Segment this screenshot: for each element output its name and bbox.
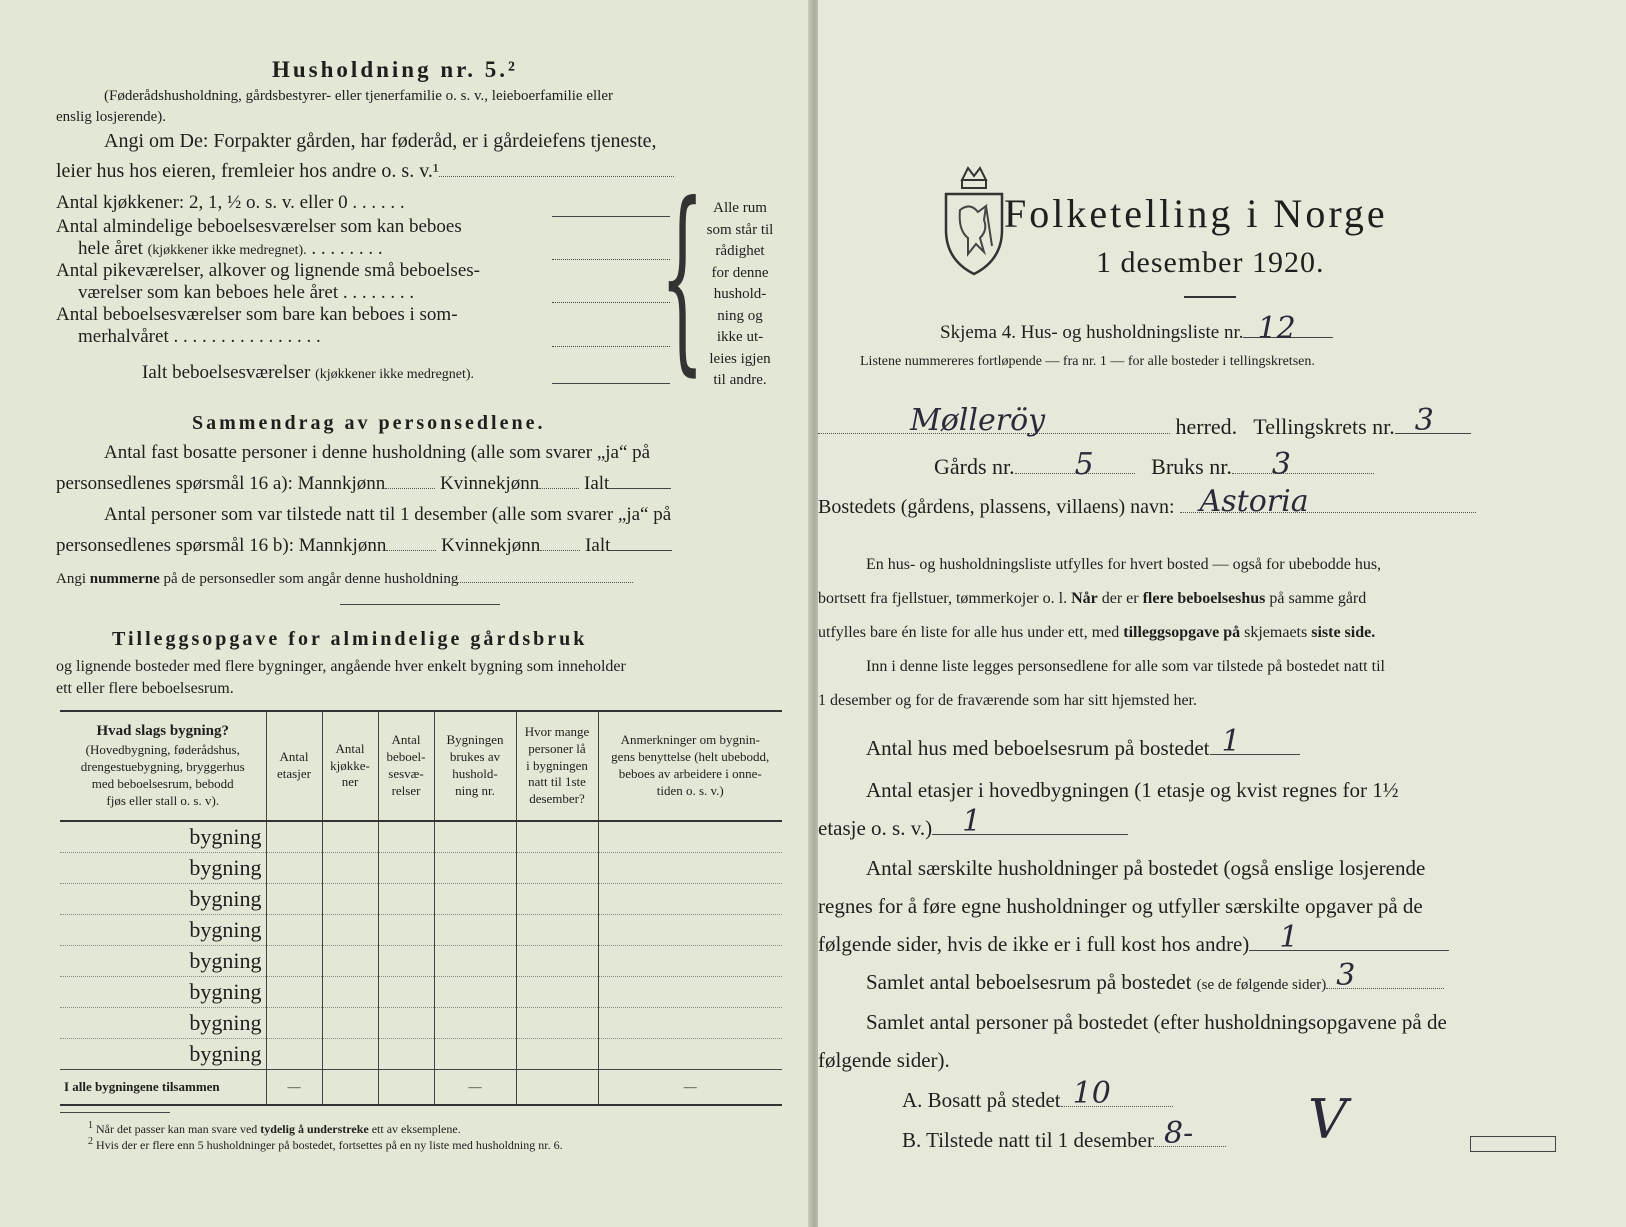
instruction-line-2: leier hus hos eieren, fremleier hos andre o. s. v.¹	[56, 160, 674, 183]
rooms-b-line-2: værelser som kan beboes hele året . . . . . . . .	[78, 282, 415, 303]
info-5: 1 desember og for de fraværende som har sitt hjemsted her.	[818, 692, 1197, 709]
table-cell	[516, 821, 598, 853]
table-cell	[266, 884, 322, 915]
table-cell	[434, 884, 516, 915]
table-cell	[266, 977, 322, 1008]
building-label: bygning	[60, 946, 266, 977]
left-page	[0, 0, 812, 1227]
rooms-c-line-2: merhalvåret . . . . . . . . . . . . . . . .	[78, 326, 321, 347]
table-cell	[434, 915, 516, 946]
table-cell	[378, 1008, 434, 1039]
building-label: bygning	[60, 915, 266, 946]
floors-answer: 1	[962, 804, 982, 839]
table-header-row	[60, 711, 782, 821]
table-cell	[322, 853, 378, 884]
table-cell	[434, 821, 516, 853]
table-cell	[266, 853, 322, 884]
households-question-2: regnes for å føre egne husholdninger og utfyller særskilte opgaver på de	[818, 894, 1423, 918]
summary-title: Sammendrag av personsedlene.	[192, 412, 546, 434]
table-row	[60, 884, 782, 915]
table-cell	[598, 821, 782, 853]
table-cell	[322, 977, 378, 1008]
kitchens-line: Antal kjøkkener: 2, 1, ½ o. s. v. eller 0 . . . . . .	[56, 192, 405, 213]
household-title: Husholdning nr. 5.²	[272, 57, 518, 82]
table-cell	[322, 884, 378, 915]
right-page	[818, 0, 1626, 1227]
rooms-a-line-2: hele året (kjøkkener ikke medregnet). . . . . . . . .	[78, 238, 383, 259]
present-answer: 8-	[1164, 1116, 1194, 1151]
table-cell	[322, 1008, 378, 1039]
table-cell	[434, 977, 516, 1008]
rooms-a-line-1: Antal almindelige beboelsesværelser som kan beboes	[56, 216, 462, 237]
answer-line-4	[552, 346, 670, 347]
table-cell	[266, 821, 322, 853]
list-number: 12	[1257, 311, 1296, 346]
building-table	[60, 710, 782, 1106]
info-2: bortsett fra fjellstuer, tømmerkojer o. l. Når der er flere beboelseshus på samme gård	[818, 590, 1367, 607]
table-cell	[598, 853, 782, 884]
answer-line-2	[552, 259, 670, 260]
table-cell	[378, 853, 434, 884]
use-number: 3	[1271, 447, 1291, 482]
rooms-answer: 3	[1336, 958, 1356, 993]
table-cell	[598, 884, 782, 915]
table-cell	[598, 946, 782, 977]
summary-1a: Antal fast bosatte personer i denne husholdning (alle som svarer „ja“ på	[104, 442, 651, 463]
table-cell	[516, 884, 598, 915]
building-label: bygning	[60, 1008, 266, 1039]
houses-answer: 1	[1221, 724, 1241, 759]
angi-numbers-line: Angi nummerne på de personsedler som angår denne husholdning	[56, 571, 633, 588]
total-label: I alle bygningene tilsammen	[60, 1070, 266, 1106]
col-household-no: Bygningen brukes av hushold- ning nr.	[434, 711, 516, 821]
houses-question: Antal hus med beboelsesrum på bostedet 1	[866, 736, 1300, 761]
col-building-type: Hvad slags bygning? (Hovedbygning, føderådshus, drengestuebygning, bryggerhus med beboelsesrum, bebodd fjøs eller stall o. s. v).	[60, 711, 266, 821]
rooms-c-line-1: Antal beboelsesværelser som bare kan beboes i som-	[56, 304, 458, 325]
table-cell	[516, 915, 598, 946]
household-subtitle-2: enslig losjerende).	[56, 109, 166, 125]
households-answer: 1	[1279, 920, 1299, 955]
total-household: —	[434, 1070, 516, 1106]
municipality-line: Mølleröy herred. Tellingskrets nr. 3	[818, 414, 1471, 440]
table-cell	[378, 946, 434, 977]
building-label: bygning	[60, 977, 266, 1008]
schema-line: Skjema 4. Hus- og husholdningsliste nr. 12	[940, 322, 1333, 344]
table-row	[60, 946, 782, 977]
floors-question-1: Antal etasjer i hovedbygningen (1 etasje og kvist regnes for 1½	[866, 778, 1399, 802]
table-cell	[516, 946, 598, 977]
coat-of-arms-icon	[940, 160, 1008, 278]
floors-question-2: etasje o. s. v.) 1	[818, 816, 1128, 841]
table-cell	[516, 1008, 598, 1039]
table-cell	[598, 1039, 782, 1070]
supplement-text-2: ett eller flere beboelsesrum.	[56, 680, 234, 697]
table-row	[60, 1008, 782, 1039]
household-subtitle-1: (Føderådshusholdning, gårdsbestyrer- eller tjenerfamilie o. s. v., leieboerfamilie eller	[104, 88, 613, 104]
table-cell	[516, 977, 598, 1008]
rooms-question: Samlet antal beboelsesrum på bostedet (se de følgende sider) 3	[866, 970, 1444, 995]
col-remarks: Anmerkninger om bygnin- gens benyttelse (helt ubebodd, beboes av arbeidere i onne- tiden o. s. v.)	[598, 711, 782, 821]
table-cell	[598, 977, 782, 1008]
farm-number: 5	[1074, 447, 1094, 482]
table-cell	[378, 1039, 434, 1070]
table-cell	[434, 946, 516, 977]
info-3: utfylles bare én liste for alle hus under ett, med tilleggsopgave på skjemaets siste side.	[818, 624, 1376, 641]
answer-line-1	[552, 216, 670, 217]
total-kitchens	[322, 1070, 378, 1106]
present-question: B. Tilstede natt til 1 desember 8-	[902, 1128, 1226, 1153]
building-label: bygning	[60, 884, 266, 915]
info-1: En hus- og husholdningsliste utfylles for hvert bosted — også for ubebodde hus,	[866, 556, 1382, 573]
table-row	[60, 977, 782, 1008]
table-cell	[434, 1008, 516, 1039]
resident-answer: 10	[1072, 1076, 1111, 1111]
table-cell	[598, 915, 782, 946]
col-persons: Hvor mange personer lå i bygningen natt til 1ste desember?	[516, 711, 598, 821]
table-cell	[378, 977, 434, 1008]
info-4: Inn i denne liste legges personsedlene for alle som var tilstede på bostedet natt til	[866, 658, 1385, 675]
table-cell	[266, 915, 322, 946]
table-row	[60, 1039, 782, 1070]
table-cell	[516, 853, 598, 884]
instruction-line-1: Angi om De: Forpakter gården, har føderåd, er i gårdeiefens tjeneste,	[104, 130, 657, 152]
table-cell	[598, 1008, 782, 1039]
check-mark: V	[1308, 1088, 1347, 1151]
numbering-note: Listene nummereres fortløpende — fra nr. 1 — for alle bosteder i tellingskretsen.	[860, 354, 1315, 369]
persons-question-1: Samlet antal personer på bostedet (efter husholdningsopgavene på de	[866, 1010, 1447, 1034]
census-date: 1 desember 1920.	[1096, 246, 1325, 279]
answer-line-3	[552, 302, 670, 303]
curly-brace: {	[660, 161, 705, 394]
table-cell	[516, 1039, 598, 1070]
households-question-3: følgende sider, hvis de ikke er i full kost hos andre) 1	[818, 932, 1449, 957]
building-label: bygning	[60, 821, 266, 853]
supplement-text-1: og lignende bosteder med flere bygninger, angående hver enkelt bygning som inneholder	[56, 658, 626, 675]
district-number: 3	[1414, 403, 1434, 438]
table-row	[60, 821, 782, 853]
title-divider	[1184, 296, 1236, 298]
table-cell	[322, 821, 378, 853]
summary-1b: personsedlenes spørsmål 16 a): Mannkjønn Kvinnekjønn Ialt	[56, 473, 671, 495]
side-note: Alle rum som står til rådighet for denne hushold- ning og ikke ut- leies igjen til andre.	[706, 200, 774, 388]
table-cell	[322, 946, 378, 977]
summary-2b: personsedlenes spørsmål 16 b): Mannkjønn Kvinnekjønn Ialt	[56, 535, 672, 557]
table-total-row	[60, 1070, 782, 1106]
municipality-name: Mølleröy	[910, 403, 1046, 438]
section-divider	[340, 604, 500, 605]
total-rooms	[378, 1070, 434, 1106]
supplement-title: Tilleggsopgave for almindelige gårdsbruk	[112, 628, 588, 650]
printer-stamp	[1470, 1136, 1556, 1152]
table-cell	[434, 1039, 516, 1070]
col-rooms: Antal beboel- sesvæ- relser	[378, 711, 434, 821]
households-question-1: Antal særskilte husholdninger på bostedet (også enslige losjerende	[866, 856, 1426, 880]
table-cell	[266, 1039, 322, 1070]
persons-question-2: følgende sider).	[818, 1048, 950, 1072]
table-row	[60, 853, 782, 884]
total-persons	[516, 1070, 598, 1106]
col-kitchens: Antal kjøkke- ner	[322, 711, 378, 821]
rooms-b-line-1: Antal pikeværelser, alkover og lignende små beboelses-	[56, 260, 480, 281]
place-name-line: Bostedets (gårdens, plassens, villaens) navn: Astoria	[818, 496, 1476, 519]
col-floors: Antal etasjer	[266, 711, 322, 821]
table-row	[60, 915, 782, 946]
table-cell	[322, 1039, 378, 1070]
answer-line-total	[552, 383, 670, 384]
table-cell	[378, 821, 434, 853]
total-floors: —	[266, 1070, 322, 1106]
place-name: Astoria	[1199, 484, 1309, 519]
table-cell	[266, 1008, 322, 1039]
footnote-1: $^1$ Når det passer kan man svare ved tydelig å understreke ett av eksemplene.	[88, 1120, 461, 1136]
footnote-rule	[60, 1112, 170, 1113]
footnote-2: $^2$ Hvis der er flere enn 5 husholdninger på bostedet, fortsettes på en ny liste med husholdning nr. 6.	[88, 1136, 563, 1152]
table-cell	[322, 915, 378, 946]
building-label: bygning	[60, 853, 266, 884]
rooms-total-line: Ialt beboelsesværelser (kjøkkener ikke medregnet).	[142, 362, 475, 383]
building-label: bygning	[60, 1039, 266, 1070]
table-cell	[434, 853, 516, 884]
table-cell	[266, 946, 322, 977]
table-cell	[378, 884, 434, 915]
summary-2a: Antal personer som var tilstede natt til 1 desember (alle som svarer „ja“ på	[104, 504, 672, 525]
main-title: Folketelling i Norge	[1004, 191, 1388, 236]
table-cell	[378, 915, 434, 946]
farm-line: Gårds nr. 5 Bruks nr. 3	[934, 454, 1374, 480]
total-remarks: —	[598, 1070, 782, 1106]
resident-question: A. Bosatt på stedet 10	[902, 1088, 1173, 1113]
